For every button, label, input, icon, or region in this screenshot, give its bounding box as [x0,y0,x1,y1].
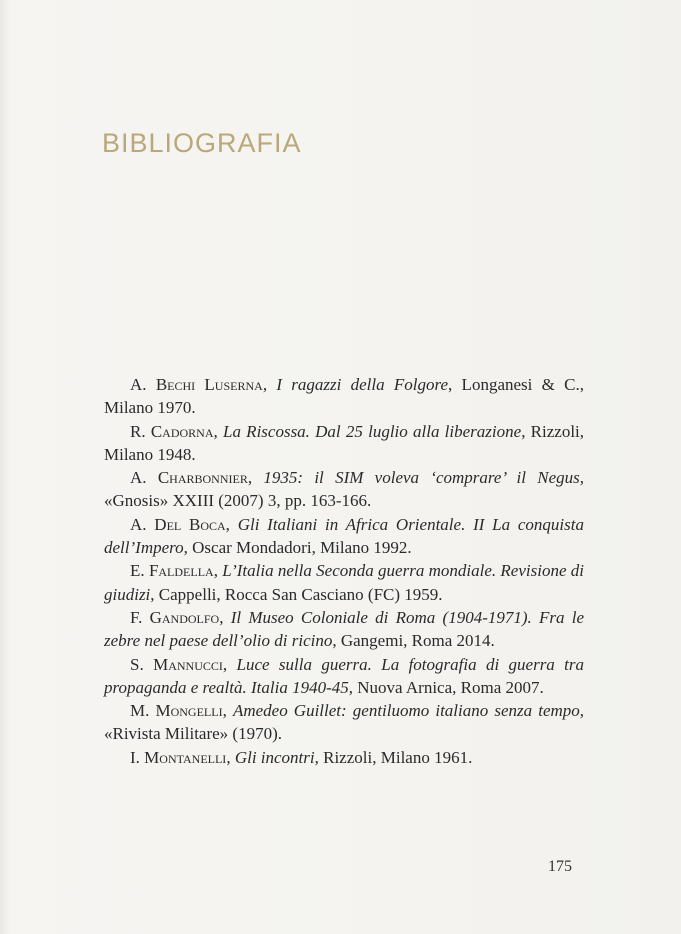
work-title: Amedeo Guillet: gentiluomo italiano senza tempo [232,701,580,721]
author-name: Del Boca [154,514,226,534]
publication-details: , Nuova Arnica, Roma 2007. [348,677,544,697]
author-name: Faldella [148,561,214,581]
work-title: La Riscossa. Dal 25 luglio alla liberazione [223,421,522,441]
author-name: Mongelli [155,701,223,721]
publication-details: , «Rivista Militare» (1970). [104,701,585,744]
separator: , [213,421,223,441]
separator: , [213,561,223,581]
page-number: 175 [548,858,572,875]
author-initial: A. [130,375,147,394]
work-title: Gli incontri [234,747,315,767]
bibliography-entry [104,699,584,746]
author-initial: A. [130,468,147,488]
publication-details: , «Gnosis» XXIII (2007) 3, pp. 163-166. [104,468,585,511]
publication-details: , Rizzoli, Milano 1961. [314,747,473,767]
separator: , [226,747,235,767]
work-title: Gli Italiani in Africa Orientale. II La conquista dell’Impero [104,514,584,558]
publication-details: , Rizzoli, Milano 1948. [104,421,585,464]
bibliography-entry [104,513,584,560]
work-title: 1935: il SIM voleva ‘comprare’ il Negus [263,468,580,488]
author-initial: I. [130,747,140,767]
publication-details: , Cappelli, Rocca San Casciano (FC) 1959. [150,584,443,604]
publication-details: , Longanesi & C., Milano 1970. [104,375,584,418]
separator: , [225,514,238,534]
publication-details: , Oscar Mondadori, Milano 1992. [183,538,412,558]
bibliography-entry [104,746,584,769]
author-name: Gandolfo [149,607,220,627]
work-title: Luce sulla guerra. La fotografia di guerra tra propaganda e realtà. Italia 1940-45 [104,654,585,697]
author-initial: M. [130,701,150,721]
bibliography-list [104,373,584,769]
bibliography-entry [104,420,584,467]
bibliography-entry [104,606,584,653]
author-name: Mannucci [153,654,223,674]
bibliography-entry [104,559,584,606]
spine-shadow [0,0,10,934]
author-initial: F. [130,607,143,627]
bibliography-entry [104,653,584,700]
page-title: BIBLIOGRAFIA [102,128,302,158]
author-initial: A. [130,514,147,534]
separator: , [222,654,237,674]
author-name: Charbonnier [157,468,248,488]
author-name: Bechi Luserna [155,375,263,394]
separator: , [219,607,231,627]
work-title: I ragazzi della Folgore [276,375,449,394]
author-initial: E. [130,561,145,581]
separator: , [262,375,277,394]
bibliography-entry [104,373,584,420]
author-initial: R. [130,421,146,441]
bibliography-entry [104,466,584,513]
author-name: Cadorna [150,421,214,441]
work-title: Il Museo Coloniale di Roma (1904-1971). Fra le zebre nel paese dell’olio di ricino [104,607,585,651]
work-title: L’Italia nella Seconda guerra mondiale. Revisione di giudizi [104,561,585,604]
publication-details: , Gangemi, Roma 2014. [332,631,495,651]
author-initial: S. [130,654,144,674]
separator: , [222,701,233,721]
author-name: Montanelli [144,747,227,767]
separator: , [247,468,264,488]
